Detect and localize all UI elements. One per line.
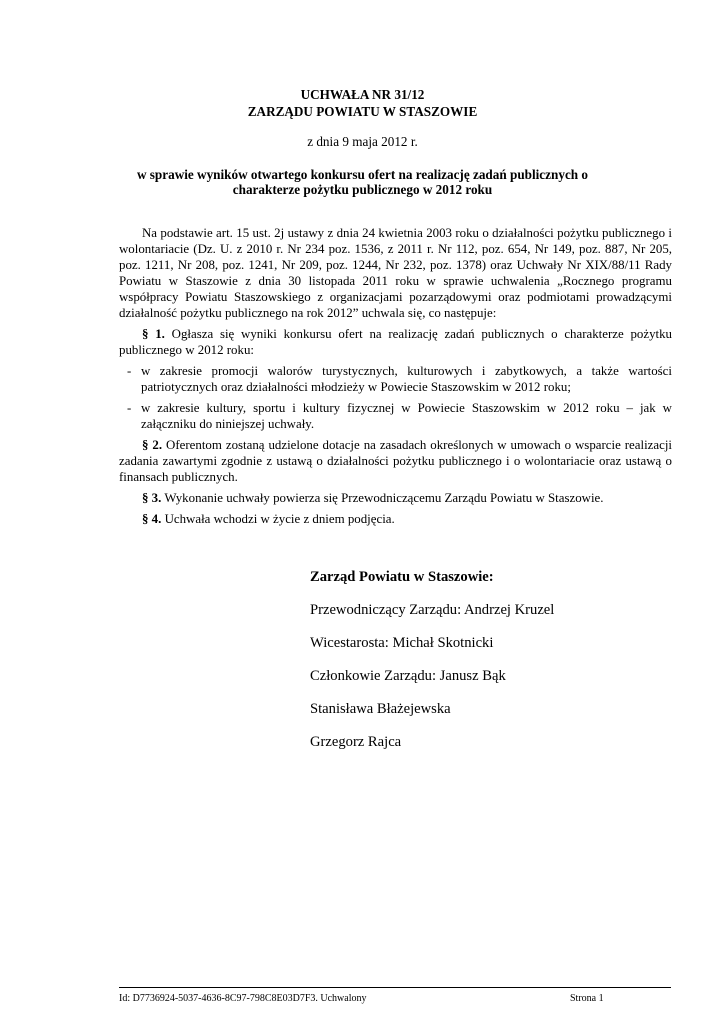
footer-divider [119,987,671,988]
signature-line: Wicestarosta: Michał Skotnicki [310,635,494,651]
signature-block [310,561,554,759]
resolution-title [0,86,725,120]
signature-line: Przewodniczący Zarządu: Andrzej Kruzel [310,602,555,618]
list-item [119,363,672,395]
section-3-text: Wykonanie uchwały powierza się Przewodniczącemu Zarządu Powiatu w Staszowie. [164,491,604,505]
bullet-text: w zakresie kultury, sportu i kultury fizycznej w Powiecie Staszowskim w 2012 roku – jak w załączniku do niniejszej uchwały. [141,401,672,431]
resolution-number: UCHWAŁA NR 31/12 [300,87,425,102]
section-1-text: Ogłasza się wyniki konkursu ofert na realizację zadań publicznych o charakterze pożytku publicznego w 2012 roku: [119,327,673,357]
list-item [119,400,672,432]
bullet-dash: - [127,401,132,415]
section-3-label: § 3. [142,491,162,505]
section-2-label: § 2. [142,438,163,452]
section-4-text: Uchwała wchodzi w życie z dniem podjęcia. [164,512,395,526]
bullet-text: w zakresie promocji walorów turystycznych, kulturowych i zabytkowych, a także wartości patriotycznych oraz działalności młodzieży w Powiecie Staszowskim w 2012 roku; [141,364,672,394]
issuing-body: ZARZĄDU POWIATU W STASZOWIE [247,104,478,119]
bullet-dash: - [127,364,132,378]
section-2-text: Oferentom zostaną udzielone dotacje na zasadach określonych w umowach o wsparcie realizacji zadania zawartymi zgodnie z ustawą o działalności pożytku publicznego i o wolontariacie oraz ustawą o finansach publicznych. [119,438,672,484]
section-4 [119,511,672,527]
signature-line: Członkowie Zarządu: Janusz Bąk [310,668,506,684]
page-number: Strona 1 [570,993,604,1004]
document-id: Id: D7736924-5037-4636-8C97-798C8E03D7F3. Uchwalony [119,993,367,1004]
resolution-subject: w sprawie wyników otwartego konkursu ofert na realizację zadań publicznych o charakterze pożytku publicznego w 2012 roku [136,167,589,197]
section-2 [119,437,672,485]
signature-line: Grzegorz Rajca [310,734,402,750]
preamble: Na podstawie art. 15 ust. 2j ustawy z dnia 24 kwietnia 2003 roku o działalności pożytku publicznego i wolontariacie (Dz. U. z 2010 r. Nr 234 poz. 1536, z 2011 r. Nr 112, poz. 654, Nr 149, poz. 887, Nr 205, poz. 1211, Nr 208, poz. 1241, Nr 209, poz. 1244, Nr 232, poz. 1378) oraz Uchwały Nr XIX/88/11 Rady Powiatu w Staszowie z dnia 30 listopada 2011 roku w sprawie uchwalenia „Rocznego programu współpracy Powiatu Staszowskiego z organizacjami pozarządowymi oraz podmiotami prowadzącymi działalność pożytku publicznego na rok 2012” uchwala się, co następuje: [119,226,672,320]
signature-heading: Zarząd Powiatu w Staszowie: [310,569,494,585]
resolution-body [119,225,672,527]
signature-line: Stanisława Błażejewska [310,701,451,717]
section-3 [119,490,672,506]
resolution-date: z dnia 9 maja 2012 r. [307,134,418,149]
section-1 [119,326,672,358]
section-4-label: § 4. [142,512,162,526]
section-1-label: § 1. [142,327,165,341]
